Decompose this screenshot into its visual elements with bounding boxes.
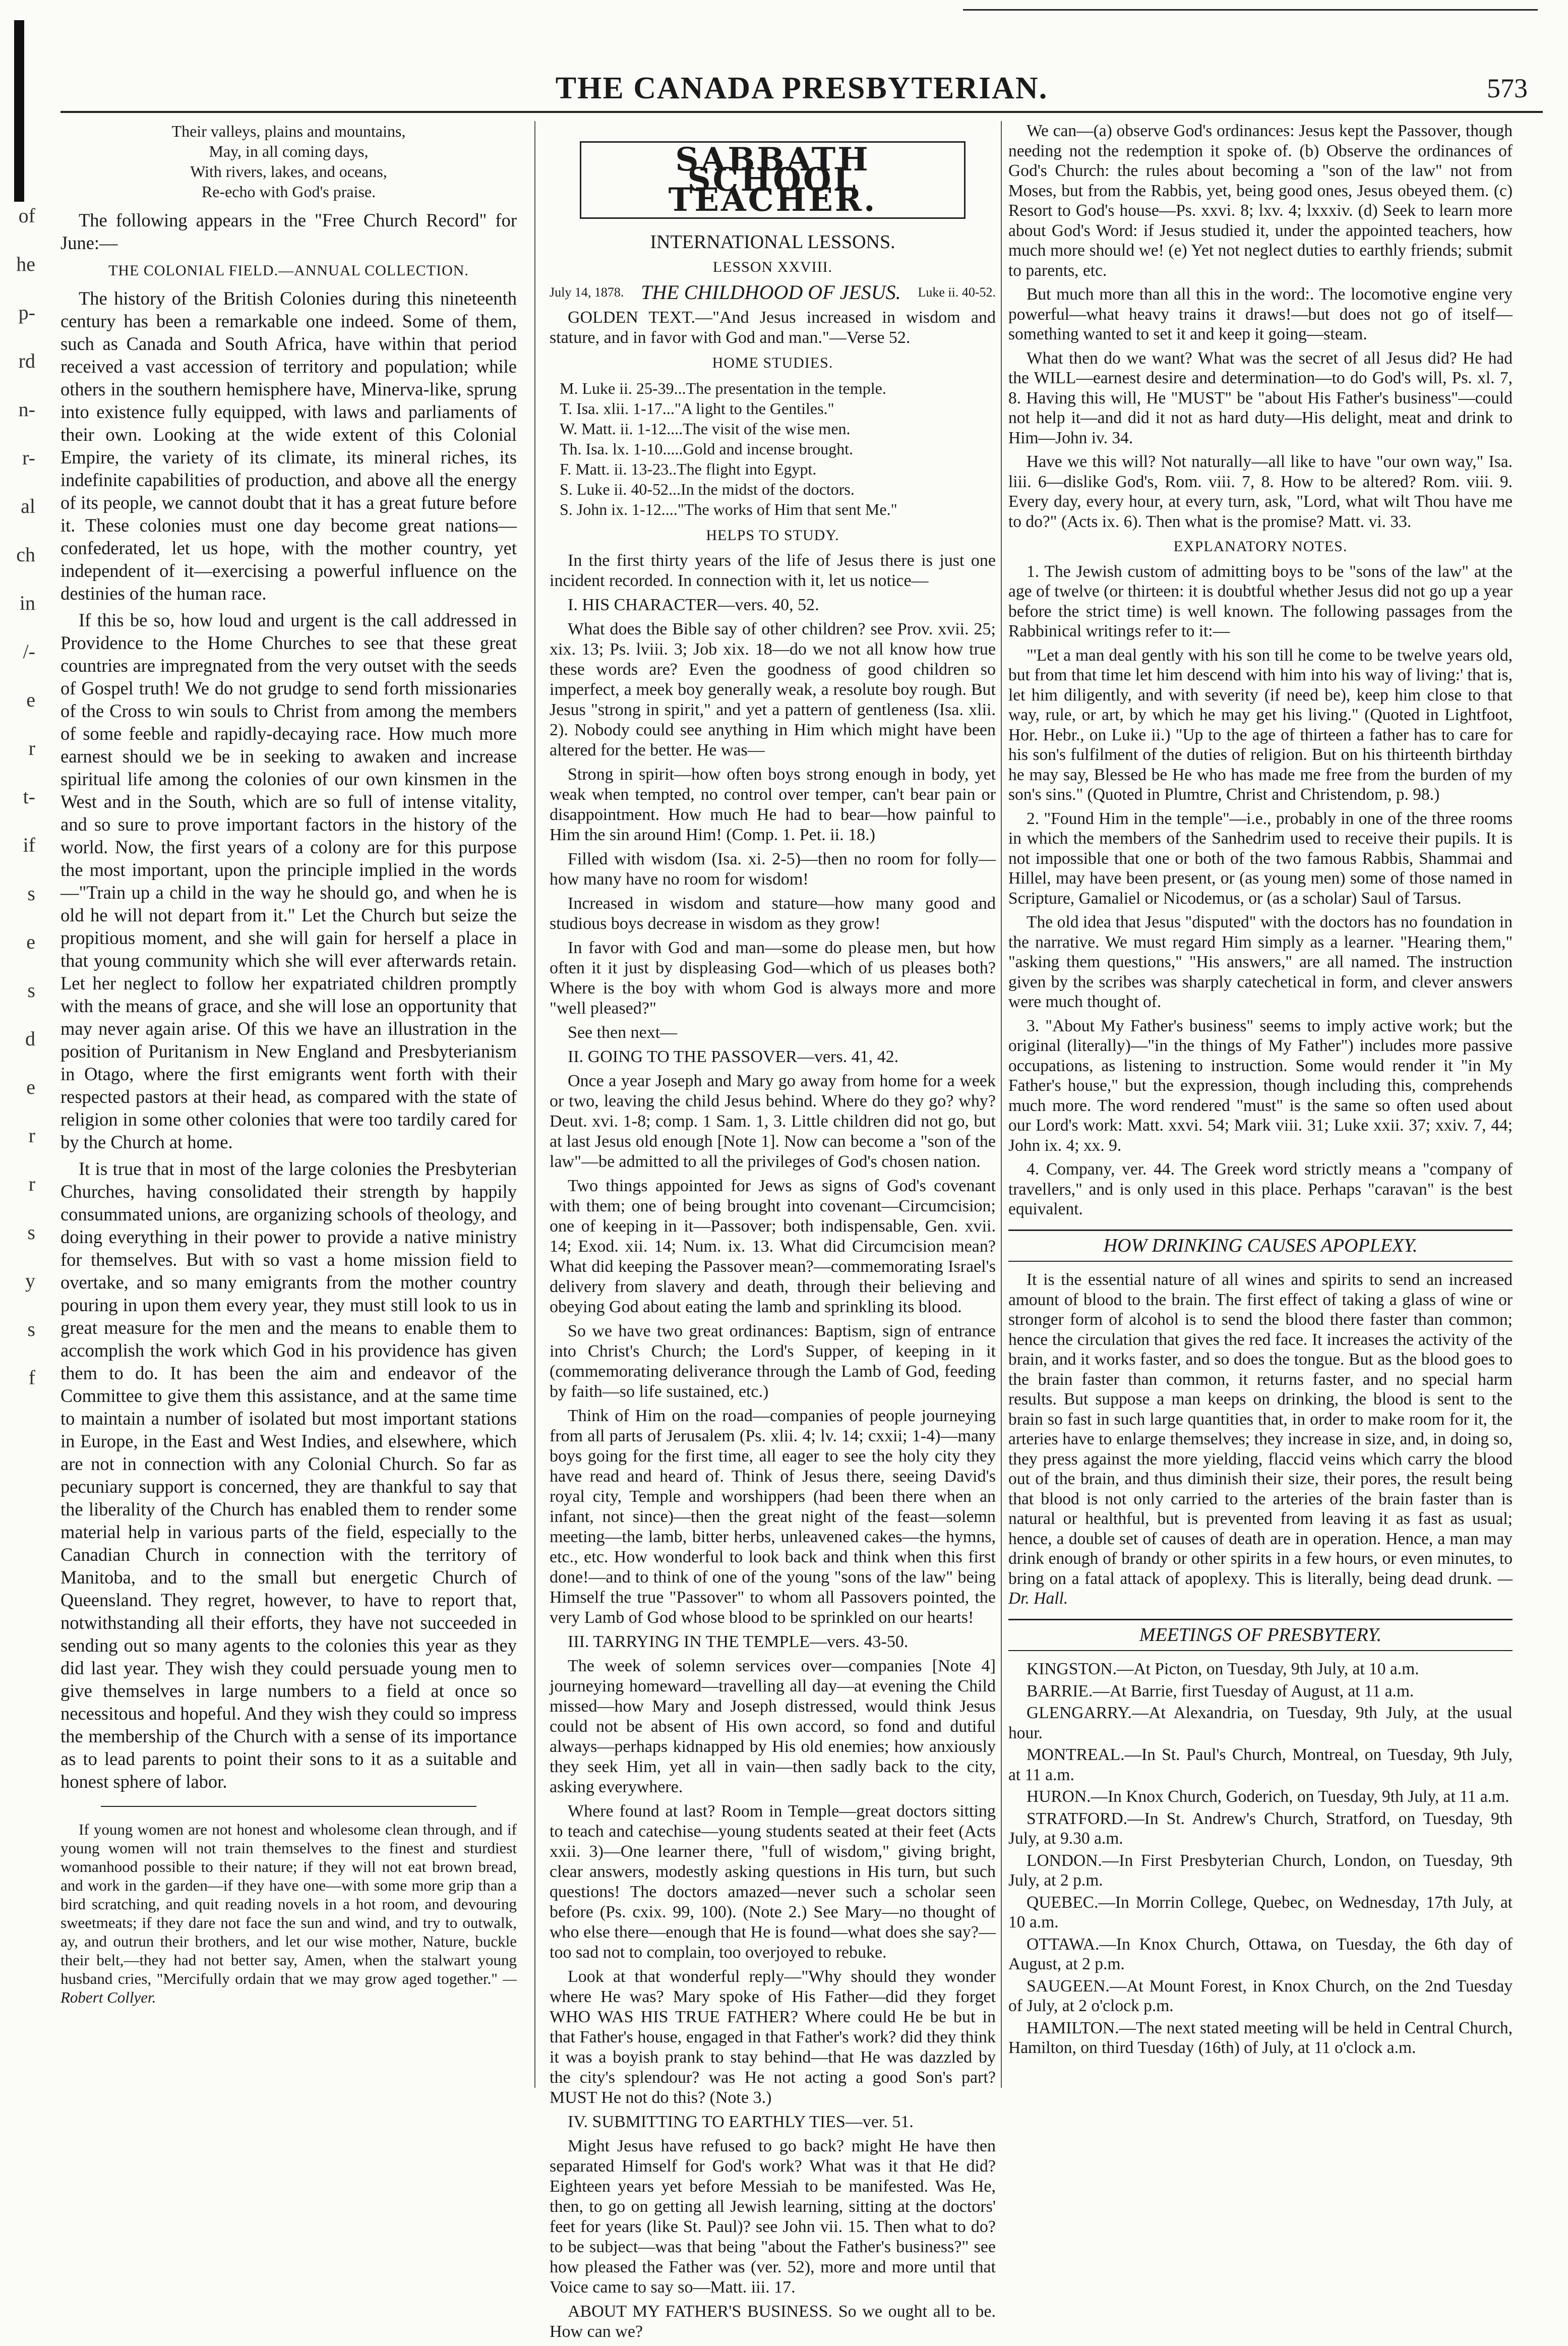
column-2 [550,121,996,2346]
publication-title: THE CANADA PRESBYTERIAN. [555,71,1048,105]
list-item: Th. Isa. lx. 1-10.....Gold and incense brought. [560,440,854,458]
apoplexy-heading: HOW DRINKING CAUSES APOPLEXY. [1008,1229,1513,1262]
closing-text: If young women are not honest and wholesome clean through, and if young women will not train themselves to the finest and sturdiest womanhood possible to their nature; if they will not eat brown bread, and work in the garden—if they have one—with some more grip than a bird scratching, and quit reading novels in a hot room, and devouring sweetmeats; if they dare not face the sun and wind, and try to outwalk, ay, and outrun their brothers, and let our wise mother, Nature, buckle their belt,—they had not better say, Amen, when the stalwart young husband cries, "Mercifully ordain that we may grow aged together." [61,1821,517,1987]
binding-edge [14,20,24,202]
lesson-header [550,282,996,303]
lesson-paragraph: I. HIS CHARACTER—vers. 40, 52. [568,596,819,614]
article-paragraph: The history of the British Colonies during this nineteenth century has been a remarkable one indeed. Some of them, such as Canada and South Africa, have within that period received a vast accession of territory and population; while others in the southern hemisphere have, Minerva-like, sprung into existence fully equipped, with laws and parliaments of their own. Looking at the wide extent of this Colonial Empire, the variety of its climate, its mineral riches, its indefinite capabilities of production, and above all the energy of its people, we cannot doubt that it has a great future before it. These colonies must one day become great nations—confederated, let us hope, with the mother country, yet independent of it—exercising a powerful influence on the destinies of the human race. [61,288,517,604]
masthead: SABBATH SCHOOL TEACHER. [580,141,966,219]
top-rule [963,9,1538,11]
list-item: S. Luke ii. 40-52...In the midst of the doctors. [560,480,855,498]
lesson-paragraph: But much more than all this in the word:. The locomotive engine very powerful—what heavy trains it draws!—but does not go of itself—something wanted to set it and keep it going—steam. [1008,285,1513,343]
article-heading: THE COLONIAL FIELD.—ANNUAL COLLECTION. [108,262,469,279]
column-3 [1008,121,1513,2060]
margin-fragment: t- [23,785,35,808]
article-paragraph: It is true that in most of the large colonies the Presbyterian Churches, having consolidated their strength by happily consummated unions, are organizing schools of theology, and doing everything in their power to provide a native ministry for themselves. But with so vast a home mission field to overtake, and so many emigrants from the mother country pouring in upon them every year, they must still look to us in great measure for the men and the means to enable them to accomplish the work which God in his providence has given them to do. It has been the aim and endeavor of the Committee to give them this assistance, and at the same time to maintain a number of isolated but most important stations in Europe, in the East and West Indies, and elsewhere, which are not in connection with any Colonial Church. So far as pecuniary support is concerned, they are thankful to say that the liberality of the Church has enabled them to render some material help in various parts of the field, especially to the Canadian Church in connection with the territory of Manitoba, and to the small but energetic Church of Queensland. They regret, however, to have to report that, notwithstanding all their efforts, they have not succeeded in sending out so many agents to the colonies this year as they did last year. They wish they could persuade young men to give themselves in large numbers to a field at once so necessitous and hopeful. And they wish they could so impress the membership of the Church with a sense of its importance as to lead parents to point their sons to it as a suitable and honest sphere of labor. [61,1158,517,1792]
margin-fragment: p- [18,301,35,324]
lesson-paragraph: III. TARRYING IN THE TEMPLE—vers. 43-50. [568,1632,909,1651]
note-paragraph: 2. "Found Him in the temple"—i.e., probably in one of the three rooms in which the members of the Sanhedrim used to receive their pupils. It is not impossible that one or both of the two famous Rabbis, Shammai and Hillel, may have been present, or (as young men) some of those named in Scripture, Gamaliel or Nicodemus, or (as a scholar) Saul of Tarsus. [1008,809,1513,908]
margin-fragment: e [26,688,35,711]
meeting-item: LONDON.—In First Presbyterian Church, London, on Tuesday, 9th July, at 2 p.m. [1008,1851,1513,1890]
lesson-paragraph: Strong in spirit—how often boys strong enough in body, yet weak when tempted, no control over temper, can't bear pain or disappointment. How much He had to bear—how painful to Him the sin around Him! (Comp. 1. Pet. ii. 18.) [550,765,996,844]
lesson-paragraph: II. GOING TO THE PASSOVER—vers. 41, 42. [568,1047,899,1066]
meeting-item: SAUGEEN.—At Mount Forest, in Knox Church, on the 2nd Tuesday of July, at 2 o'clock p.m. [1008,1976,1513,2015]
margin-fragment: n- [18,398,35,421]
meeting-item: HAMILTON.—The next stated meeting will be held in Central Church, Hamilton, on third Tuesday (16th) of July, at 11 o'clock a.m. [1008,2018,1513,2057]
lesson-paragraph: IV. SUBMITTING TO EARTHLY TIES—ver. 51. [568,2113,914,2131]
apoplexy-text: It is the essential nature of all wines and spirits to send an increased amount of blood to the brain. The first effect of taking a glass of wine or stronger form of alcohol is to send the blood there faster than common; hence the circulation that gives the red face. It increases the activity of the brain, and it works faster, and so does the tongue. But as the blood goes to the brain faster than common, it returns faster, and no special harm results. But suppose a man keeps on drinking, the blood is sent to the brain so fast in such large quantities that, in order to make room for it, the arteries have to enlarge themselves; they increase in size, and, in doing so, they press against the more yielding, flaccid veins which carry the blood out of the brain, and thus diminish their size, their pores, the result being that blood is not only carried to the arteries of the brain faster than is natural or healthful, but is prevented from leaving it as fast as usual; hence, a double set of causes of death are in operation. Hence, a man may drink enough of brandy or other spirits in a few hours, or even minutes, to bring on a fatal attack of apoplexy. This is literally, being dead drunk. [1008,1270,1513,1588]
lesson-paragraph: See then next— [568,1023,678,1042]
lesson-ref: Luke ii. 40-52. [918,285,996,300]
lesson-paragraph: What does the Bible say of other children? see Prov. xvii. 25; xix. 13; Ps. lviii. 3; Job xix. 18—do we not all know how true these words are? Even the goodness of good children so imperfect, a meek boy generally weak, a resolute boy rough. But Jesus "strong in spirit," and yet a pattern of gentleness (Isa. xlii. 2). Nobody could see anything in Him which might have been altered for the better. He was— [550,620,996,759]
home-studies-list [560,378,996,519]
column-rule [534,121,535,2088]
meetings-list [1008,1659,1513,2058]
margin-fragment: s [27,979,35,1002]
list-item: W. Matt. ii. 1-12....The visit of the wise men. [560,420,851,438]
note-paragraph: 1. The Jewish custom of admitting boys to be "sons of the law" at the age of twelve (or thirteen: it is doubtful whether Jesus did not go up a year before the strict time) is well known. The following passages from the Rabbinical writings refer to it:— [1008,562,1513,640]
apoplexy-paragraph [1008,1270,1513,1609]
note-paragraph: "'Let a man deal gently with his son till he come to be twelve years old, but from that time let him descend with him into his way of living:' that is, let him diligently, and with severity (if need be), keep him close to that way, rule, or art, by which he may get his living." (Quoted in Lightfoot, Hor. Hebr., on Luke ii.) "Up to the age of thirteen a father has to care for his son's fulfilment of the duties of religion. But on his thirteenth birthday he may say, Blessed be He who has made me free from the burden of my son's sins." (Quoted in Plumtre, Christ and Christendom, p. 98.) [1008,646,1513,804]
margin-fragment: he [16,253,35,275]
meetings-heading: MEETINGS OF PRESBYTERY. [1008,1619,1513,1652]
lesson-number: LESSON XXVIII. [712,259,833,275]
meeting-item: STRATFORD.—In St. Andrew's Church, Stratford, on Tuesday, 9th July, at 9.30 a.m. [1008,1809,1513,1848]
list-item: S. John ix. 1-12...."The works of Him that sent Me." [560,500,897,518]
divider [101,1806,476,1807]
lesson-paragraph: Once a year Joseph and Mary go away from home for a week or two, leaving the child Jesus behind. Where do they go? why? Deut. xvi. 1-8; comp. 1 Sam. 1, 3. Little children did not go, but at last Jesus old enough [Note 1]. Now can become a "son of the law"—be admitted to all the privileges of God's chosen nation. [550,1072,996,1171]
note-paragraph: The old idea that Jesus "disputed" with the doctors has no foundation in the narrative. We must regard Him simply as a learner. "Hearing them," "asking them questions," "His answers," are all named. The instruction given by the scribes was sharply catechetical in form, and clever answers were much thought of. [1008,913,1513,1011]
page-number: 573 [1487,73,1528,103]
meeting-item: MONTREAL.—In St. Paul's Church, Montreal, on Tuesday, 9th July, at 11 a.m. [1008,1745,1513,1784]
lesson-paragraph: We can—(a) observe God's ordinances: Jesus kept the Passover, though needing not the redemption it spoke of. (b) Observe the ordinances of God's Church: the rules about becoming a "son of the law" not from Moses, but from the Rabbis, yet, being good ones, Jesus obeyed them. (c) Resort to God's house—Ps. xxvi. 8; lxv. 4; lxxxiv. (d) Seek to learn more about God's Word: if Jesus studied it, under the appointed teachers, how much more should we! (e) Yet not neglect duties to earthly friends; submit to parents, etc. [1008,122,1513,280]
meeting-item: BARRIE.—At Barrie, first Tuesday of August, at 11 a.m. [1027,1681,1414,1700]
lesson-paragraph: Look at that wonderful reply—"Why should they wonder where He was? Mary spoke of His Father—did they forget WHO WAS HIS TRUE FATHER? Where could He be but in that Father's house, engaged in that Father's work? did they think it was a boyish prank to stay behind—that He was dazzled by the city's splendour? was He not acting a good Son's part? MUST He not do this? (Note 3.) [550,1967,996,2107]
meeting-item: GLENGARRY.—At Alexandria, on Tuesday, 9th July, at the usual hour. [1008,1704,1513,1742]
poem-line: Their valleys, plains and mountains, [171,122,406,140]
margin-fragment: /- [23,640,35,663]
meeting-item: QUEBEC.—In Morrin College, Quebec, on Wednesday, 17th July, at 10 a.m. [1008,1893,1513,1931]
lesson-paragraph: So we have two great ordinances: Baptism, sign of entrance into Christ's Church; the Lord's Supper, of keeping in it (commemorating deliverance through the Lamb of God, feeding by faith—so life sustained, etc.) [550,1322,996,1401]
margin-fragments [0,192,38,1389]
margin-fragment: e [26,1076,35,1098]
margin-fragment: y [25,1269,35,1292]
margin-fragment: r [28,1124,35,1147]
lesson-paragraph: Filled with wisdom (Isa. xi. 2-5)—then no room for folly—how many have no room for wisdom! [550,850,996,889]
margin-fragment: f [28,1366,35,1389]
margin-fragment: ch [16,543,35,566]
margin-fragment: e [26,930,35,953]
margin-fragment: d [25,1027,35,1050]
lesson-paragraph: Where found at last? Room in Temple—great doctors sitting to teach and catechise—young students seated at their feet (Acts xxii. 3)—One learner there, "full of wisdom," giving bright, clear answers, modestly asking questions in His turn, but such questions! The doctors amazed—never such a scholar seen before (Ps. cxix. 99, 100). (Note 2.) See Mary—no thought of who else there—enough that He is found—what does she say?—too sad not to complain, too overjoyed to rebuke. [550,1802,996,1962]
note-paragraph: 4. Company, ver. 44. The Greek word strictly means a "company of travellers," and is only used in this place. Perhaps "caravan" is the best equivalent. [1008,1160,1513,1218]
golden-text: GOLDEN TEXT.—"And Jesus increased in wisdom and stature, and in favor with God and man."—Verse 52. [550,308,996,347]
column-1 [61,121,517,2011]
home-studies-heading: HOME STUDIES. [712,355,833,371]
poem-line: With rivers, lakes, and oceans, [190,162,387,181]
article-paragraph: If this be so, how loud and urgent is the call addressed in Providence to the Home Churches to see that these great countries are impregnated from the very outset with the seeds of Gospel truth! We do not grudge to send forth missionaries of the Cross to win souls to Christ from among the members of some feeble and rapidly-decaying race. How much more earnest should we be in seeking to awaken and increase spiritual life among the colonies of our own kinsmen in the West and in the South, which are so full of intense vitality, and so sure to prove important factors in the history of the world. Now, the first years of a colony are for this purpose the most important, upon the principle implied in the words—"Train up a child in the way he should go, and when he is old he will not depart from it." Let the Church but seize the propitious moment, and she will gain for herself a place in that young community which she will ever afterwards retain. Let her neglect to follow her expatriated children promptly with the means of grace, and she will lose an opportunity that may never again arise. Of this we have an illustration in the position of Puritanism in New England and Presbyterianism in Otago, where the first emigrants went forth with their respected pastors at their head, as compared with the state of religion in some other colonies that were too tardily cared for by the Church at home. [61,610,517,1152]
page-header [61,66,1543,113]
lesson-title: THE CHILDHOOD OF JESUS. [641,281,901,304]
lesson-paragraph: In favor with God and man—some do please men, but how often it it just by displeasing God—which of us pleases both? Where is the boy with whom God is always more and more "well pleased?" [550,939,996,1018]
lesson-paragraph: What then do we want? What was the secret of all Jesus did? He had the WILL—earnest desire and determination—to do God's will, Ps. xl. 7, 8. Having this will, He "MUST" be "about His Father's business"—could not help it—and did it not as hard duty—His delight, meat and drink to Him—John iv. 34. [1008,348,1513,447]
margin-fragment: al [21,495,35,517]
margin-fragment: in [19,592,35,614]
note-paragraph: 3. "About My Father's business" seems to imply active work; but the original (literally)—"in the things of My Father") includes more passive occupations, as listening to instruction. Some would render it "in My Father's house," but the expression, though including this, comprehends much more. The word rendered "must" is the same so often used about our Lord's work: Matt. xxvi. 54; Mark viii. 31; Luke xxii. 37; xxiv. 7, 44; John ix. 4; xx. 9. [1008,1016,1513,1155]
intro-line: The following appears in the "Free Church Record" for June:— [61,210,517,253]
margin-fragment: s [27,1318,35,1340]
lesson-paragraph: Think of Him on the road—companies of people journeying from all parts of Jerusalem (Ps. xlii. 4; lv. 14; cxxii; 1-4)—many boys going for the first time, all eager to see the holy city they have read and heard of. Think of Jesus there, seeing David's royal city, Temple and worshippers (had been there when an infant, not since)—then the great night of the feast—solemn meeting—the lamb, bitter herbs, unleavened cakes—the hymns, etc., etc. How wonderful to look back and think when this first done!—and to think of one of the young "sons of the law" being Himself the true "Passover" to whom all Passovers pointed, the very Lamb of God whose blood to be sprinkled on our hearts! [550,1406,996,1627]
section-title: INTERNATIONAL LESSONS. [650,231,895,253]
lesson-paragraph: Have we this will? Not naturally—all like to have "our own way," Isa. liii. 6—dislike God's, Rom. viii. 7, 8. How to be altered? Rom. viii. 9. Every day, every hour, at every turn, ask, "Lord, what wilt Thou have me to do?" (Acts ix. 6). Then what is the promise? Matt. vi. 33. [1008,452,1513,531]
margin-fragment: r [28,1172,35,1195]
margin-fragment: s [27,882,35,905]
lesson-paragraph: The week of solemn services over—companies [Note 4] journeying homeward—travelling all day—at evening the Child missed—how Mary and Joseph distressed, would think Jesus could not be absent of His own accord, so fond and dutiful always—perhaps kidnapped by His old enemies; how anxiously they seek Him, yet all in vain—then sadly back to the city, asking everywhere. [550,1657,996,1796]
margin-fragment: r [28,737,35,759]
meeting-item: OTTAWA.—In Knox Church, Ottawa, on Tuesday, the 6th day of August, at 2 p.m. [1008,1934,1513,1973]
lesson-date: July 14, 1878. [550,285,624,300]
notes-heading: EXPLANATORY NOTES. [1173,538,1348,555]
poem-line: May, in all coming days, [209,142,369,160]
list-item: M. Luke ii. 25-39...The presentation in the temple. [560,379,886,397]
margin-fragment: of [18,204,35,227]
lesson-paragraph: Might Jesus have refused to go back? might He have then separated Himself for God's work? What was it that He did? Eighteen years yet before Messiah to be manifested. Was He, then, to go on getting all Jewish learning, sitting at the doctors' feet for years (like St. Paul)? see John vii. 15. Then what to do? to be subject—was that being "about the Father's business?" see how pleased the Father was (ver. 52), more and more until that Voice came to say so—Matt. iii. 17. [550,2137,996,2297]
helps-heading: HELPS TO STUDY. [706,527,839,544]
poem-line: Re-echo with God's praise. [201,183,376,201]
poem [61,121,517,202]
meeting-item: KINGSTON.—At Picton, on Tuesday, 9th July, at 10 a.m. [1027,1660,1419,1678]
closing-paragraph [61,1820,517,2007]
margin-fragment: r- [22,446,35,469]
lesson-body [550,551,996,2342]
apoplexy-author: —Dr. Hall. [1008,1569,1513,1608]
margin-fragment: s [27,1221,35,1244]
column-rule [1001,121,1002,2088]
lesson-paragraph: Two things appointed for Jews as signs of God's covenant with them; one of being brought into covenant—Circumcision; one of keeping in it—Passover; both indispensable, Gen. xvii. 14; Exod. xii. 14; Num. ix. 13. What did Circumcision mean? What did keeping the Passover mean?—commemorating Israel's delivery from slavery and death, through their believing and obeying God about eating the lamb and sprinkling its blood. [550,1177,996,1316]
list-item: F. Matt. ii. 13-23..The flight into Egypt. [560,460,817,478]
meeting-item: HURON.—In Knox Church, Goderich, on Tuesday, 9th July, at 11 a.m. [1027,1787,1510,1806]
list-item: T. Isa. xlii. 1-17..."A light to the Gentiles." [560,399,834,418]
closing-author: —Robert Collyer. [61,1970,517,2006]
lesson-paragraph: ABOUT MY FATHER'S BUSINESS. So we ought all to be. How can we? [550,2302,996,2341]
lesson-paragraph: Increased in wisdom and stature—how many good and studious boys decrease in wisdom as they grow! [550,894,996,933]
margin-fragment: if [23,834,35,856]
margin-fragment: rd [18,349,35,372]
lesson-paragraph: In the first thirty years of the life of Jesus there is just one incident recorded. In connection with it, let us notice— [550,551,996,590]
